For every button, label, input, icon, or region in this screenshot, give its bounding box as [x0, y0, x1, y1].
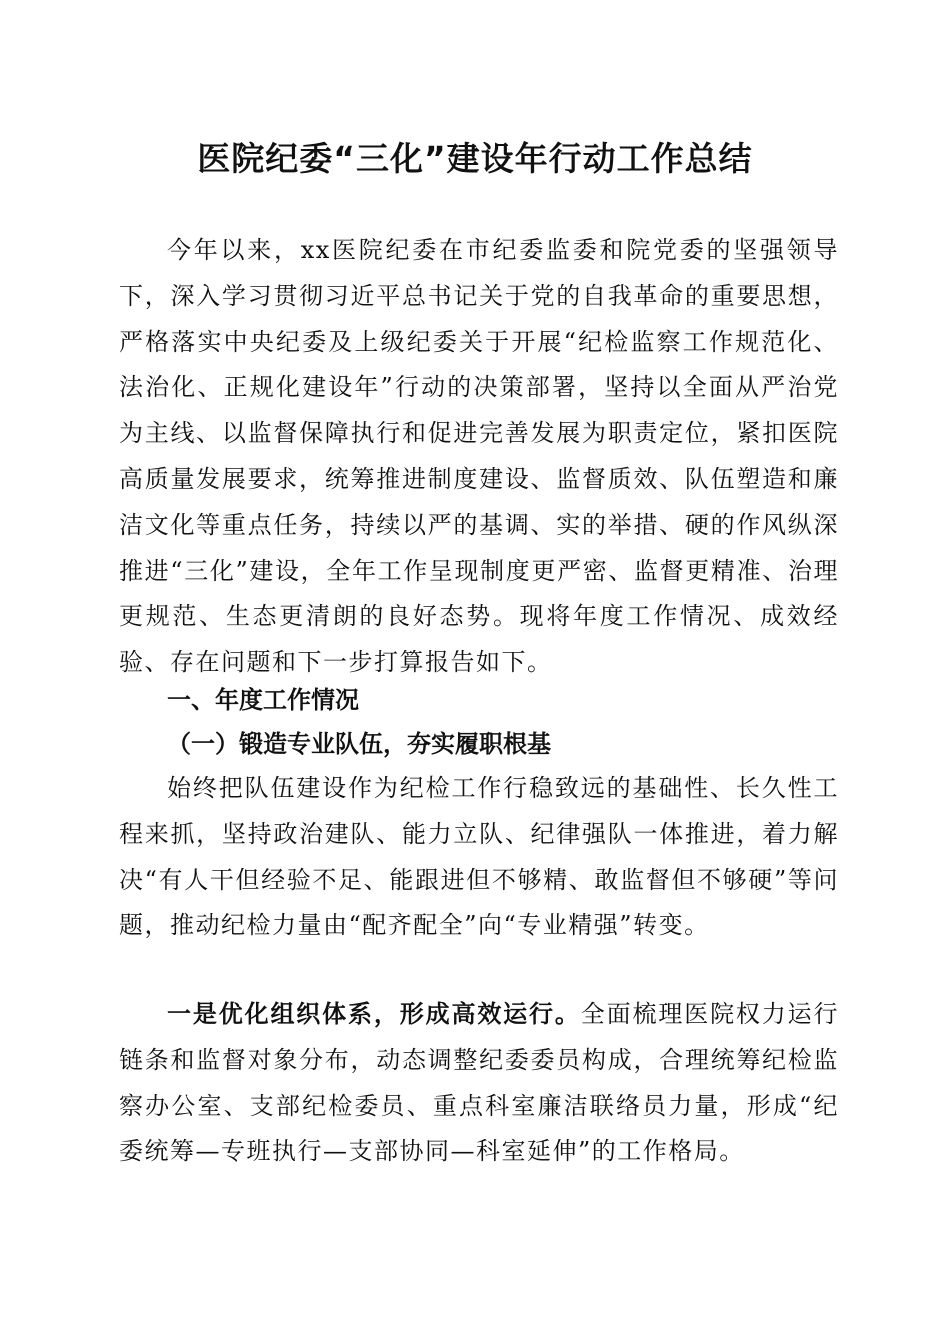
subsection-heading-team-building: （一）锻造专业队伍，夯实履职根基 [167, 729, 551, 758]
subsection-body-paragraph: 始终把队伍建设作为纪检工作行稳致远的基础性、长久性工程来抓，坚持政治建队、能力立队、纪律强队一体推进，着力解决“有人干但经验不足、能跟进但不够精、敢监督但不够硬”等问题，推动纪检力量由“配齐配全”向“专业精强”转变。 [119, 774, 839, 940]
point-one-body: 全面梳理医院权力运行链条和监督对象分布，动态调整纪委委员构成，合理统筹纪检监察办公室、支部纪检委员、重点科室廉洁联络员力量，形成“纪委统筹—专班执行—支部协同—科室延伸”的工作格局。 [119, 1000, 840, 1166]
document-title: 医院纪委“三化”建设年行动工作总结 [197, 139, 753, 178]
section-heading-annual-work: 一、年度工作情况 [167, 686, 359, 714]
point-one-lead: 一是优化组织体系，形成高效运行。 [167, 999, 581, 1028]
intro-paragraph: 今年以来，xx医院纪委在市纪委监委和院党委的坚强领导下，深入学习贯彻习近平总书记关于党的自我革命的重要思想，严格落实中央纪委及上级纪委关于开展“纪检监察工作规范化、法治化、正规化建设年”行动的决策部署，坚持以全面从严治党为主线、以监督保障执行和促进完善发展为职责定位，紧扣医院高质量发展要求，统筹推进制度建设、监督质效、队伍塑造和廉洁文化等重点任务，持续以严的基调、实的举措、硬的作风纵深推进“三化”建设，全年工作呈现制度更严密、监督更精准、治理更规范、生态更清朗的良好态势。现将年度工作情况、成效经验、存在问题和下一步打算报告如下。 [119, 236, 839, 677]
point-one-paragraph [119, 991, 839, 1175]
